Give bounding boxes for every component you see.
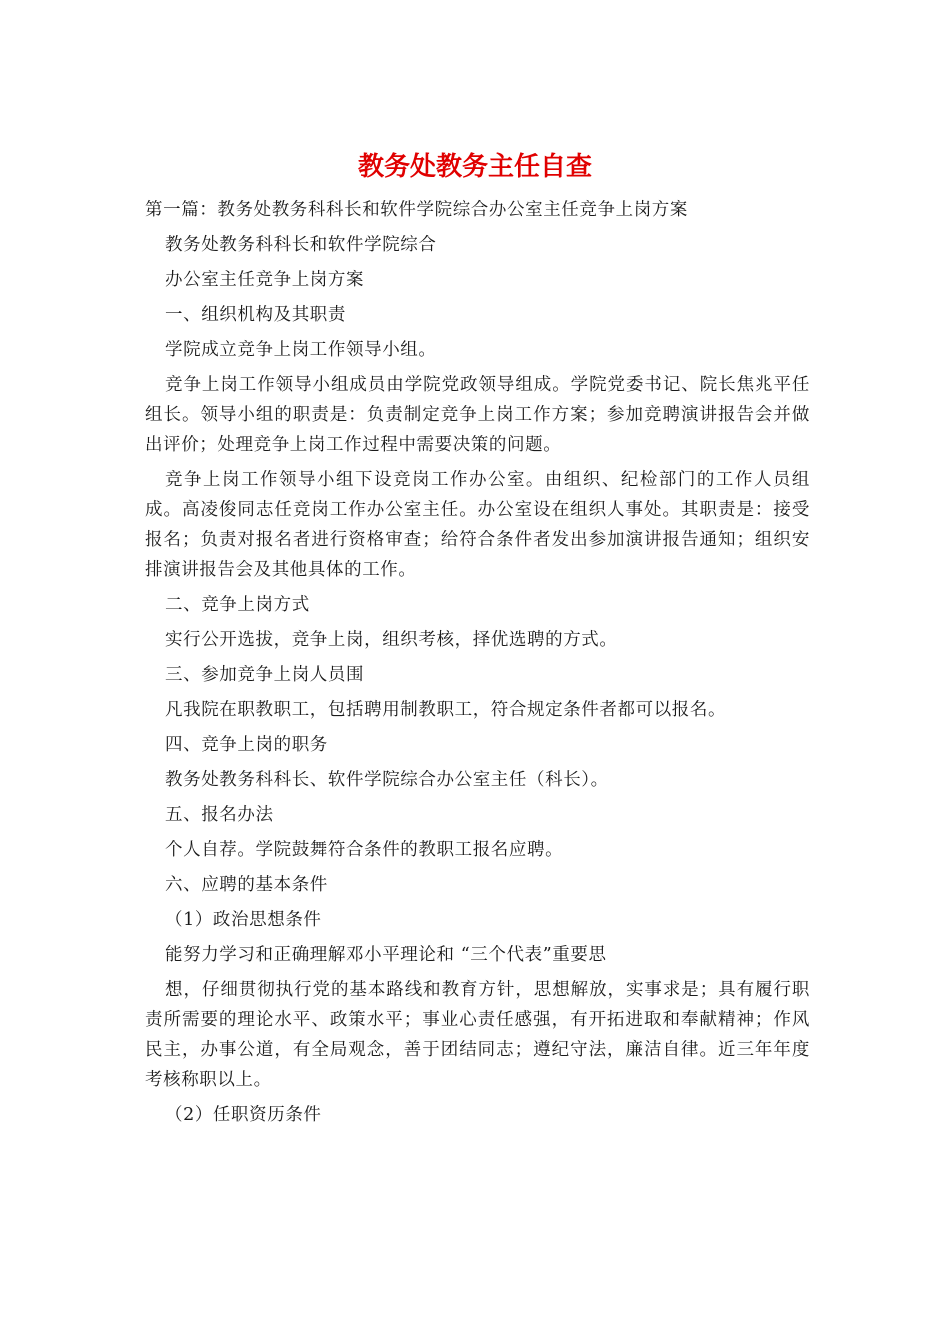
paragraph: （2）任职资历条件 bbox=[165, 1104, 322, 1125]
paragraph: 办公室主任竞争上岗方案 bbox=[165, 269, 365, 290]
paragraph: 五、报名办法 bbox=[165, 804, 274, 825]
paragraph: 实行公开选拔，竞争上岗，组织考核，择优选聘的方式。 bbox=[165, 629, 618, 650]
paragraph: 二、竞争上岗方式 bbox=[165, 594, 310, 615]
paragraph: 个人自荐。学院鼓舞符合条件的教职工报名应聘。 bbox=[165, 839, 564, 860]
paragraph: 三、参加竞争上岗人员围 bbox=[165, 664, 365, 685]
paragraph: 凡我院在职教职工，包括聘用制教职工，符合规定条件者都可以报名。 bbox=[165, 699, 727, 720]
paragraph: 一、组织机构及其职责 bbox=[165, 304, 346, 325]
paragraph: 四、竞争上岗的职务 bbox=[165, 734, 328, 755]
paragraph: 想，仔细贯彻执行党的基本路线和教育方针，思想解放，实事求是；具有履行职责所需要的理论水平、政策水平；事业心责任感强，有开拓进取和奉献精神；作风民主，办事公道，有全局观念，善于团结同志；遵纪守法，廉洁自律。近三年年度考核称职以上。 bbox=[145, 979, 810, 1090]
paragraph: 六、应聘的基本条件 bbox=[165, 874, 328, 895]
paragraph: 竞争上岗工作领导小组成员由学院党政领导组成。学院党委书记、院长焦兆平任组长。领导小组的职责是：负责制定竞争上岗工作方案；参加竞聘演讲报告会并做出评价；处理竞争上岗工作过程中需要决策的问题。 bbox=[145, 374, 810, 455]
paragraph: 竞争上岗工作领导小组下设竞岗工作办公室。由组织、纪检部门的工作人员组成。高凌俊同志任竞岗工作办公室主任。办公室设在组织人事处。其职责是：接受报名；负责对报名者进行资格审查；给符合条件者发出参加演讲报告通知；组织安排演讲报告会及其他具体的工作。 bbox=[145, 469, 810, 580]
document-body bbox=[145, 192, 810, 1132]
paragraph: （1）政治思想条件 bbox=[165, 909, 322, 930]
paragraph: 教务处教务科科长和软件学院综合 bbox=[165, 234, 437, 255]
document-title: 教务处教务主任自查 bbox=[357, 152, 592, 182]
paragraph: 能努力学习和正确理解邓小平理论和 “三个代表”重要思 bbox=[165, 944, 607, 965]
paragraph: 第一篇：教务处教务科科长和软件学院综合办公室主任竞争上岗方案 bbox=[145, 199, 688, 220]
paragraph: 学院成立竞争上岗工作领导小组。 bbox=[165, 339, 437, 360]
paragraph: 教务处教务科科长、软件学院综合办公室主任（科长）。 bbox=[165, 769, 609, 790]
